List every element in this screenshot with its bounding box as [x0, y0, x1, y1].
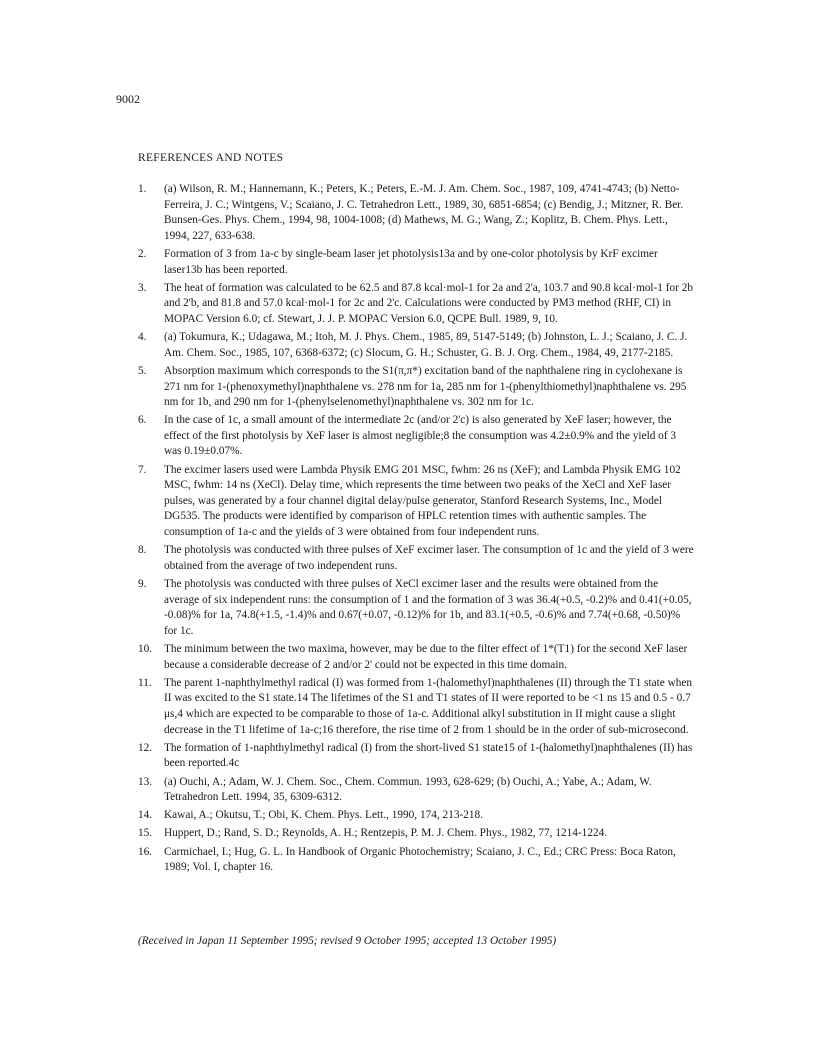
reference-text: Kawai, A.; Okutsu, T.; Obi, K. Chem. Phys. Lett., 1990, 174, 213-218. — [164, 809, 484, 822]
reference-item — [138, 845, 694, 876]
reference-text: (a) Wilson, R. M.; Hannemann, K.; Peters, K.; Peters, E.-M. J. Am. Chem. Soc., 1987, 109, 4741-4743; (b) Netto-Ferreira, J. C.; Wintgens, V.; Scaiano, J. C. Tetrahedron Lett., 1989, 30, 6851-6854; (c) Bendig, J.; Mitzner, R. Ber. Bunsen-Ges. Phys. Chem., 1994, 98, 1004-1008; (d) Mathews, M. G.; Wang, Z.; Koplitz, B. Chem. Phys. Lett., 1994, 227, 633-638. — [164, 183, 684, 242]
reference-text: In the case of 1c, a small amount of the intermediate 2c (and/or 2'c) is also generated by XeF laser; however, the effect of the first photolysis by XeF laser is almost negligible;8 the consumption was 4.2±0.9% and the yield of 3 was 0.19±0.07%. — [164, 414, 677, 458]
reference-number: 14. — [138, 809, 153, 822]
reference-text: (a) Tokumura, K.; Udagawa, M.; Itoh, M. J. Phys. Chem., 1985, 89, 5147-5149; (b) Johnston, L. J.; Scaiano, J. C. J. Am. Chem. Soc., 1985, 107, 6368-6372; (c) Slocum, G. H.; Schuster, G. B. J. Org. Chem., 1984, 49, 2177-2185. — [164, 331, 688, 359]
reference-item — [138, 826, 694, 842]
reference-text: The parent 1-naphthylmethyl radical (I) was formed from 1-(halomethyl)naphthalenes (II) through the T1 state when II was excited to the S1 state.14 The lifetimes of the S1 and T1 states of II were reported to be <1 ns 15 and 0.5 - 0.7 μs,4 which are expected to be comparable to those of 1a-c. Additional alkyl substitution in II might cause a slight decrease in the T1 lifetime of 1a-c;16 therefore, the rise time of 2 from 1 should be in the order of sub-microsecond. — [164, 676, 693, 736]
reference-text: The photolysis was conducted with three pulses of XeCl excimer laser and the results were obtained from the average of six independent runs: the consumption of 1 and the formation of 3 was 36.4(+0.5, -0.2)% and 0.41(+0.05, -0.08)% for 1a, 74.8(+1.5, -1.4)% and 0.67(+0.07, -0.12)% for 1b, and 83.1(+0.5, -0.6)% and 7.74(+0.68, -0.50)% for 1c. — [164, 578, 692, 637]
reference-item — [138, 281, 694, 328]
reference-text: Carmichael, I.; Hug, G. L. In Handbook of Organic Photochemistry; Scaiano, J. C., Ed.; CRC Press: Boca Raton, 1989; Vol. I, chapter 16. — [164, 845, 676, 874]
reference-number: 15. — [138, 827, 153, 840]
reference-item — [138, 808, 694, 824]
reference-number: 9. — [138, 578, 147, 590]
reference-item — [138, 463, 694, 541]
reference-item — [138, 543, 694, 574]
page-number: 9002 — [116, 92, 140, 106]
reference-number: 5. — [138, 364, 147, 377]
reference-item — [138, 413, 694, 460]
reference-item — [138, 676, 694, 738]
reference-item — [138, 364, 694, 411]
reference-text: The photolysis was conducted with three pulses of XeF excimer laser. The consumption of 1c and the yield of 3 were obtained from the average of two independent runs. — [164, 544, 694, 572]
reference-number: 1. — [138, 183, 147, 195]
reference-text: Absorption maximum which corresponds to the S1(π,π*) excitation band of the naphthalene ring in cyclohexane is 271 nm for 1-(phenoxymethyl)naphthalene vs. 278 nm for 1a, 285 nm for 1-(phenylthiomethyl)naphthalene vs. 295 nm for 1b, and 290 nm for 1-(phenylselenomethyl)naphthalene vs. 302 nm for 1c. — [164, 364, 687, 409]
reference-number: 6. — [138, 414, 147, 427]
reference-text: Formation of 3 from 1a-c by single-beam laser jet photolysis13a and by one-color photolysis by KrF excimer laser13b has been reported. — [164, 247, 658, 276]
reference-item — [138, 775, 694, 806]
reference-text: Huppert, D.; Rand, S. D.; Reynolds, A. H.; Rentzepis, P. M. J. Chem. Phys., 1982, 77, 1214-1224. — [164, 827, 608, 840]
reference-list — [138, 182, 694, 878]
reference-item — [138, 330, 694, 361]
reference-number: 3. — [138, 281, 147, 294]
reference-number: 16. — [138, 845, 153, 858]
reference-number: 10. — [138, 642, 153, 655]
reference-text: The formation of 1-naphthylmethyl radical (I) from the short-lived S1 state15 of 1-(halomethyl)naphthalenes (II) has been reported.4c — [164, 741, 693, 770]
reference-item — [138, 182, 694, 244]
reference-number: 8. — [138, 544, 147, 557]
reference-item — [138, 577, 694, 639]
reference-number: 13. — [138, 775, 153, 788]
reference-text: The heat of formation was calculated to be 62.5 and 87.8 kcal·mol-1 for 2a and 2'a, 103.7 and 90.8 kcal·mol-1 for 2b and 2'b, and 81.8 and 57.0 kcal·mol-1 for 2c and 2'c. Calculations were conducted by PM3 method (RHF, CI) in MOPAC Version 6.0; cf. Stewart, J. J. P. MOPAC Version 6.0, QCPE Bull. 1989, 9, 10. — [164, 281, 694, 325]
reference-number: 7. — [138, 463, 147, 476]
received-dates: (Received in Japan 11 September 1995; revised 9 October 1995; accepted 13 October 1995) — [138, 935, 557, 947]
reference-number: 4. — [138, 331, 147, 344]
reference-number: 11. — [138, 676, 152, 689]
section-heading: REFERENCES AND NOTES — [138, 152, 284, 164]
reference-number: 2. — [138, 247, 147, 260]
reference-item — [138, 247, 694, 278]
reference-text: The excimer lasers used were Lambda Physik EMG 201 MSC, fwhm: 26 ns (XeF); and Lambda Physik EMG 102 MSC, fwhm: 14 ns (XeCl). Delay time, which represents the time between two peaks of the XeCl and XeF laser pulses, was generated by a four channel digital delay/pulse generator, Stanford Research Systems, Inc., Model DG535. The products were identified by comparison of HPLC retention times with authentic samples. The consumption of 1a-c and the yields of 3 were obtained from four independent runs. — [164, 463, 681, 539]
reference-text: The minimum between the two maxima, however, may be due to the filter effect of 1*(T1) for the second XeF laser because a considerable decrease of 2 and/or 2' could not be expected in this time domain. — [164, 642, 688, 671]
reference-item — [138, 642, 694, 673]
reference-item — [138, 741, 694, 772]
reference-number: 12. — [138, 741, 153, 754]
reference-text: (a) Ouchi, A.; Adam, W. J. Chem. Soc., Chem. Commun. 1993, 628-629; (b) Ouchi, A.; Yabe, A.; Adam, W. Tetrahedron Lett. 1994, 35, 6309-6312. — [164, 775, 652, 804]
